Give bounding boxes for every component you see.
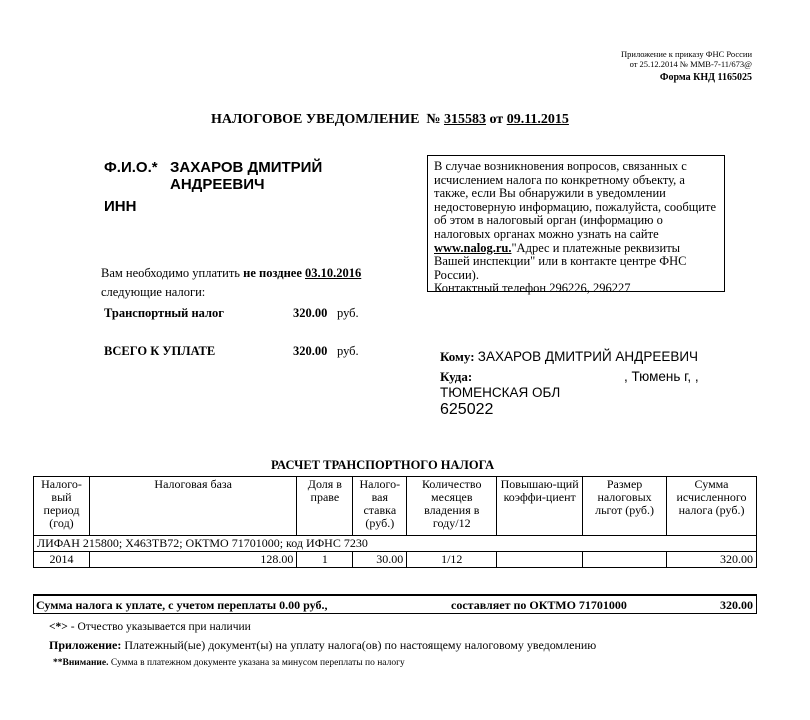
sum-row xyxy=(33,594,757,614)
notice-number: 315583 xyxy=(443,112,486,127)
appendix-note xyxy=(621,49,752,69)
info-box xyxy=(427,155,725,296)
footnote-1 xyxy=(49,621,251,633)
recipient-postcode: 625022 xyxy=(440,401,494,418)
header-period: Налого-вый период (год) xyxy=(34,477,90,536)
recipient-region: ТЮМЕНСКАЯ ОБЛ xyxy=(440,385,561,400)
form-code: Форма КНД 1165025 xyxy=(659,72,752,83)
header-share: Доля в праве xyxy=(297,477,353,536)
to-label: Кому: xyxy=(440,349,475,364)
footnote-2 xyxy=(53,658,405,668)
deadline-label: не позднее xyxy=(243,266,302,280)
cell-coef xyxy=(497,552,583,568)
object-row xyxy=(34,536,757,552)
info-text-2: "Адрес и платежные реквизиты Вашей инспекции" или в контакте центре ФНС России). xyxy=(434,240,687,282)
calc-table xyxy=(33,476,757,568)
payment-line-2: следующие налоги: xyxy=(101,285,206,299)
footnote-1-mark: <*> xyxy=(49,621,68,633)
payment-line-prefix: Вам необходимо уплатить xyxy=(101,266,244,280)
cell-period: 2014 xyxy=(34,552,90,568)
footnote-2-text: Сумма в платежном документе указана за минусом переплаты по налогу xyxy=(108,658,405,668)
cell-benefits xyxy=(583,552,667,568)
where-label: Куда: xyxy=(440,369,473,384)
total-amount: 320.00 xyxy=(293,344,328,358)
tax-currency: руб. xyxy=(337,306,359,320)
total-currency: руб. xyxy=(337,344,359,358)
header-rate: Налого-вая ставка (руб.) xyxy=(353,477,407,536)
title-from: от xyxy=(489,112,504,127)
fio-label: Ф.И.О.* xyxy=(104,159,158,176)
tax-amount: 320.00 xyxy=(293,306,328,320)
footnote-1-text: - Отчество указывается при наличии xyxy=(67,621,251,633)
calc-title: РАСЧЕТ ТРАНСПОРТНОГО НАЛОГА xyxy=(271,458,495,472)
recipient-to xyxy=(440,349,698,365)
page-title xyxy=(211,112,569,128)
info-text-1: В случае возникновения вопросов, связанных с исчислением налога по конкретному объекту, а также, если Вы обнаружили в уведомлении недостоверную информацию, пожалуйста, сообщите об этом в налоговый орган (информацию о налоговых органах можно узнать на сайте xyxy=(434,159,717,241)
total-label: ВСЕГО К УПЛАТЕ xyxy=(104,344,216,358)
header-benefits: Размер налоговых льгот (руб.) xyxy=(583,477,667,536)
header-coef: Повышаю-щий коэффи-циент xyxy=(497,477,583,536)
cell-months: 1/12 xyxy=(407,552,497,568)
cell-rate: 30.00 xyxy=(353,552,407,568)
appendix-line-1: Приложение к приказу ФНС России xyxy=(621,49,752,59)
calc-header-row xyxy=(34,477,757,536)
notice-date: 09.11.2015 xyxy=(506,112,569,127)
attachment-text: Платежный(ые) документ(ы) на уплату налога(ов) по настоящему налоговому уведомлению xyxy=(121,638,597,652)
taxpayer-surname-name: ЗАХАРОВ ДМИТРИЙ xyxy=(170,159,323,176)
table-row xyxy=(34,552,757,568)
appendix-line-2: от 25.12.2014 № ММВ-7-11/673@ xyxy=(629,59,752,69)
sum-value: 320.00 xyxy=(720,598,753,612)
taxpayer-name xyxy=(170,159,322,193)
title-prefix: НАЛОГОВОЕ УВЕДОМЛЕНИЕ № xyxy=(211,112,441,127)
taxpayer-patronymic: АНДРЕЕВИЧ xyxy=(170,176,265,193)
recipient-name: ЗАХАРОВ ДМИТРИЙ АНДРЕЕВИЧ xyxy=(477,349,699,364)
header-sum: Сумма исчисленного налога (руб.) xyxy=(667,477,757,536)
inn-label: ИНН xyxy=(104,198,137,215)
footnote-2-label: **Внимание. xyxy=(53,658,109,668)
recipient-city: , Тюмень г, , xyxy=(624,369,699,384)
sum-left: Сумма налога к уплате, с учетом переплаты 0.00 руб., xyxy=(36,598,328,612)
header-base: Налоговая база xyxy=(89,477,296,536)
cell-sum: 320.00 xyxy=(667,552,757,568)
object-description: ЛИФАН 215800; Х463ТВ72; ОКТМО 71701000; код ИФНС 7230 xyxy=(34,536,757,552)
deadline-date: 03.10.2016 xyxy=(305,266,362,280)
attachment-label: Приложение: xyxy=(49,638,122,652)
cell-share: 1 xyxy=(297,552,353,568)
header-months: Количество месяцев владения в году/12 xyxy=(407,477,497,536)
sum-oktmo: составляет по ОКТМО 71701000 xyxy=(451,598,627,612)
contact-phone: Контактный телефон 296226, 296227 xyxy=(434,281,631,296)
cell-base: 128.00 xyxy=(89,552,296,568)
tax-name: Транспортный налог xyxy=(104,306,224,320)
payment-instruction xyxy=(101,264,361,302)
nalog-site-link[interactable]: www.nalog.ru. xyxy=(434,240,512,255)
attachment-note xyxy=(49,638,596,653)
